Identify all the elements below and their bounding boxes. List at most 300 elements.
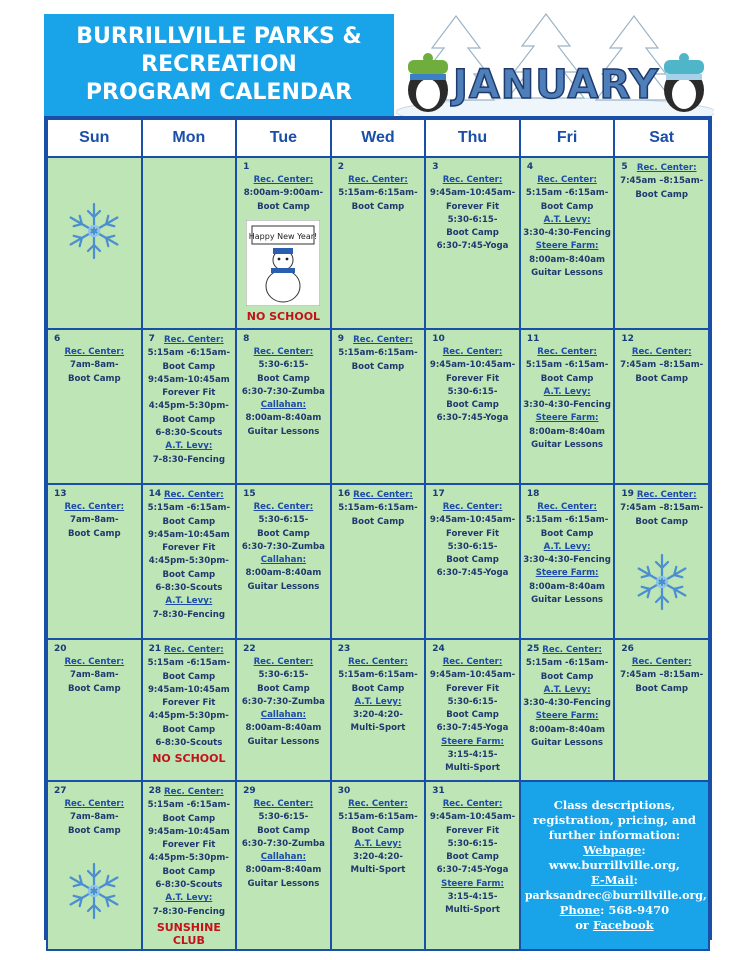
location-label: Rec. Center:: [353, 335, 413, 345]
title-line-2: RECREATION: [141, 52, 297, 77]
day-cell: [520, 484, 615, 639]
facebook-link[interactable]: Facebook: [592, 917, 654, 932]
schedule-line: 4:45pm-5:30pm-: [148, 711, 229, 722]
calendar-grid: [44, 116, 712, 947]
schedule-line: 5:15am -6:15am-: [147, 348, 231, 359]
week-row: [47, 781, 709, 950]
schedule-line: 6:30-7:45-Yoga: [436, 568, 509, 579]
schedule-line: Boot Camp: [162, 813, 216, 824]
day-number: 20: [54, 644, 67, 654]
location-label: Rec. Center:: [253, 502, 314, 512]
location-label: Rec. Center:: [164, 490, 224, 500]
location-label: Rec. Center:: [636, 163, 697, 173]
day-number: 18: [526, 489, 540, 499]
info-text: further information:: [548, 827, 681, 842]
day-cell: [520, 329, 615, 484]
day-cell: [142, 781, 237, 950]
location-label: Rec. Center:: [442, 175, 503, 185]
schedule-line: Guitar Lessons: [531, 268, 604, 279]
location-label: A.T. Levy:: [354, 696, 402, 707]
day-number: 27: [54, 786, 67, 796]
day-number: 19: [621, 489, 634, 499]
schedule-line: 7:45am –8:15am-: [620, 670, 704, 681]
schedule-line: 9:45am-10:45am: [147, 684, 230, 695]
location-label: Rec. Center:: [348, 657, 408, 667]
day-schedule: [617, 162, 706, 202]
schedule-line: Forever Fit: [162, 388, 216, 399]
day-schedule: [334, 656, 423, 736]
schedule-line: 9:45am-10:45am-: [429, 812, 516, 823]
webpage-url[interactable]: www.burrillville.org,: [548, 857, 680, 872]
day-cell: [47, 329, 142, 484]
location-label: Rec. Center:: [537, 347, 597, 357]
location-label: Steere Farm:: [535, 711, 599, 722]
phone-label: Phone: [559, 902, 601, 917]
schedule-line: 4:45pm-5:30pm-: [148, 556, 229, 567]
day-schedule: [145, 644, 234, 750]
schedule-line: 5:15am -6:15am-: [147, 800, 231, 811]
location-label: Steere Farm:: [535, 413, 599, 424]
schedule-line: Multi-Sport: [445, 905, 500, 916]
snowflake-icon: [631, 551, 693, 613]
schedule-line: 5:15am-6:15am-: [338, 503, 418, 514]
location-label: A.T. Levy:: [543, 386, 591, 397]
schedule-line: 6:30-7:45-Yoga: [436, 241, 509, 252]
day-number: 26: [621, 644, 634, 654]
location-label: Rec. Center:: [348, 175, 408, 185]
schedule-line: 6:30-7:45-Yoga: [436, 723, 509, 734]
day-number: 14: [148, 489, 162, 499]
schedule-line: 3:15-4:15-: [447, 892, 498, 903]
phone-row: Phone: 568-9470: [559, 902, 670, 917]
location-label: A.T. Levy:: [354, 838, 402, 849]
schedule-line: Boot Camp: [162, 361, 216, 372]
schedule-line: 6:30-7:30-Zumba: [241, 696, 325, 707]
schedule-line: Boot Camp: [635, 516, 689, 527]
schedule-line: 9:45am-10:45am: [147, 826, 230, 837]
day-number: 7: [148, 334, 155, 344]
day-schedule: [239, 174, 328, 214]
schedule-line: Boot Camp: [446, 555, 499, 566]
calendar-title: [44, 14, 394, 116]
schedule-line: Boot Camp: [351, 825, 405, 836]
day-schedule: [523, 346, 612, 452]
schedule-line: Boot Camp: [162, 569, 216, 580]
schedule-line: 4:45pm-5:30pm-: [148, 401, 229, 412]
day-cell: [331, 781, 426, 950]
schedule-line: Forever Fit: [162, 698, 216, 709]
day-cell: [142, 484, 237, 639]
schedule-line: Boot Camp: [257, 201, 310, 212]
day-cell: [614, 329, 709, 484]
day-number: 5: [621, 162, 628, 172]
schedule-line: Boot Camp: [540, 528, 594, 539]
day-schedule: [428, 501, 517, 581]
schedule-line: Boot Camp: [635, 373, 689, 384]
schedule-line: 5:15am -6:15am-: [525, 188, 609, 199]
schedule-line: 5:30-6:15-: [447, 541, 498, 552]
location-label: Steere Farm:: [441, 736, 504, 747]
location-label: A.T. Levy:: [165, 893, 213, 904]
week-row: [47, 329, 709, 484]
day-cell: [236, 157, 331, 329]
facebook-row: [525, 918, 704, 933]
schedule-line: Forever Fit: [445, 683, 500, 694]
schedule-line: Boot Camp: [446, 400, 499, 411]
location-label: Steere Farm:: [535, 241, 599, 252]
schedule-line: Forever Fit: [445, 825, 500, 836]
weekday-fri: Fri: [520, 119, 615, 157]
schedule-line: Boot Camp: [257, 825, 310, 836]
day-cell: [47, 157, 142, 329]
location-label: A.T. Levy:: [543, 214, 591, 225]
week-row: [47, 157, 709, 329]
day-cell: [331, 639, 426, 781]
location-label: Rec. Center:: [253, 657, 314, 667]
schedule-line: 7:45am –8:15am-: [620, 176, 704, 187]
schedule-line: 5:15am-6:15am-: [338, 812, 418, 823]
day-cell: [520, 639, 615, 781]
schedule-line: 5:15am -6:15am-: [525, 658, 609, 669]
day-schedule: [523, 644, 612, 750]
schedule-line: Boot Camp: [67, 528, 121, 539]
weekday-thu: Thu: [425, 119, 520, 157]
penguin-icon: [408, 53, 448, 112]
schedule-line: Guitar Lessons: [247, 878, 320, 889]
weekday-mon: Mon: [142, 119, 237, 157]
schedule-line: 9:45am-10:45am-: [429, 515, 516, 526]
day-schedule: [428, 798, 517, 918]
day-schedule: [523, 501, 612, 607]
day-schedule: [50, 346, 139, 386]
schedule-line: 8:00am-8:40am: [245, 413, 322, 424]
webpage-label[interactable]: Webpage: [583, 842, 642, 857]
location-label: A.T. Levy:: [543, 541, 591, 552]
schedule-line: Guitar Lessons: [531, 440, 604, 451]
schedule-line: 5:30-6:15-: [258, 360, 309, 371]
location-label: A.T. Levy:: [165, 596, 213, 607]
schedule-line: Boot Camp: [540, 201, 594, 212]
schedule-line: 9:45am-10:45am: [147, 374, 230, 385]
location-label: Callahan:: [260, 710, 307, 721]
schedule-line: 3:30-4:30-Fencing: [523, 400, 611, 411]
location-label: Rec. Center:: [636, 490, 697, 500]
day-cell: [614, 157, 709, 329]
info-text: registration, pricing, and: [532, 812, 696, 827]
schedule-line: 6:30-7:30-Zumba: [241, 838, 325, 849]
day-number: 8: [243, 334, 250, 344]
day-cell: [236, 484, 331, 639]
week-row: [47, 639, 709, 781]
day-number: 24: [432, 644, 445, 654]
location-label: Rec. Center:: [164, 335, 224, 345]
day-number: 3: [432, 162, 439, 172]
day-schedule: [523, 174, 612, 280]
day-number: 17: [432, 489, 445, 499]
day-number: 15: [243, 489, 256, 499]
day-cell: [47, 781, 142, 950]
day-schedule: [617, 346, 706, 386]
schedule-line: Boot Camp: [257, 528, 310, 539]
schedule-line: 6-8:30-Scouts: [155, 583, 223, 594]
schedule-line: 7:45am –8:15am-: [620, 360, 704, 371]
location-label: Callahan:: [260, 555, 307, 566]
schedule-line: 4:45pm-5:30pm-: [148, 853, 229, 864]
location-label: Rec. Center:: [164, 787, 224, 797]
day-number: 13: [54, 489, 67, 499]
day-number: 22: [243, 644, 256, 654]
location-label: A.T. Levy:: [543, 684, 591, 695]
schedule-line: 5:30-6:15-: [447, 696, 498, 707]
location-label: Rec. Center:: [253, 799, 314, 809]
day-schedule: [428, 346, 517, 426]
schedule-line: Forever Fit: [445, 373, 500, 384]
schedule-line: 5:15am -6:15am-: [525, 515, 609, 526]
day-cell: [47, 639, 142, 781]
location-label: Rec. Center:: [64, 657, 125, 667]
schedule-line: Multi-Sport: [350, 865, 406, 876]
schedule-line: Guitar Lessons: [531, 595, 604, 606]
day-cell: [236, 781, 331, 950]
day-schedule: [239, 798, 328, 891]
snowman-icon: [246, 220, 320, 306]
day-schedule: [145, 786, 234, 919]
day-cell: [236, 639, 331, 781]
day-cell: [614, 639, 709, 781]
location-label: Rec. Center:: [537, 502, 597, 512]
location-label: Rec. Center:: [442, 799, 503, 809]
day-number: 1: [243, 162, 250, 172]
day-number: 23: [337, 644, 351, 654]
day-schedule: [334, 798, 423, 878]
schedule-line: Boot Camp: [257, 683, 310, 694]
schedule-line: 9:45am-10:45am: [147, 529, 230, 540]
location-label: Callahan:: [260, 400, 307, 411]
day-number: 21: [148, 644, 162, 654]
schedule-line: Boot Camp: [162, 516, 216, 527]
location-label: Rec. Center:: [253, 347, 314, 357]
schedule-line: 8:00am-8:40am: [529, 426, 605, 437]
schedule-line: 9:45am-10:45am-: [429, 360, 516, 371]
day-schedule: [239, 501, 328, 594]
schedule-line: Boot Camp: [635, 683, 689, 694]
schedule-line: Boot Camp: [446, 710, 499, 721]
schedule-line: Forever Fit: [445, 201, 500, 212]
day-cell: [331, 329, 426, 484]
schedule-line: Boot Camp: [162, 724, 216, 735]
day-cell: [425, 157, 520, 329]
schedule-line: 5:30-6:15-: [258, 670, 309, 681]
or-text: or: [575, 917, 593, 932]
day-cell: [331, 484, 426, 639]
day-number: 29: [243, 786, 256, 796]
january-header-art: [396, 8, 714, 120]
schedule-line: 7-8:30-Fencing: [152, 906, 225, 917]
schedule-line: 5:15am -6:15am-: [525, 360, 609, 371]
schedule-line: 7am-8am-: [69, 515, 119, 526]
day-number: 25: [526, 644, 540, 654]
new-year-sign: Happy New Year!: [249, 231, 318, 241]
location-label: Rec. Center:: [64, 799, 125, 809]
day-cell: [520, 157, 615, 329]
day-number: 31: [432, 786, 445, 796]
day-cell: [47, 484, 142, 639]
day-cell: [142, 329, 237, 484]
schedule-line: Boot Camp: [540, 671, 594, 682]
schedule-line: 6:30-7:30-Zumba: [241, 541, 325, 552]
schedule-line: 7:45am –8:15am-: [620, 503, 704, 514]
location-label: Rec. Center:: [442, 502, 503, 512]
location-label: Rec. Center:: [64, 347, 125, 357]
weekday-tue: Tue: [236, 119, 331, 157]
schedule-line: 5:15am-6:15am-: [338, 670, 418, 681]
schedule-line: 5:15am -6:15am-: [147, 503, 231, 514]
location-label: Rec. Center:: [537, 175, 597, 185]
schedule-line: Guitar Lessons: [247, 426, 320, 437]
schedule-line: Boot Camp: [162, 866, 216, 877]
day-schedule: [239, 346, 328, 439]
webpage-row: Webpage:: [583, 842, 646, 857]
schedule-line: Forever Fit: [162, 840, 216, 851]
schedule-line: 5:15am-6:15am-: [338, 188, 418, 199]
day-schedule: [50, 501, 139, 541]
schedule-line: 5:15am-6:15am-: [338, 348, 418, 359]
schedule-line: 8:00am-8:40am: [529, 581, 605, 592]
location-label: Steere Farm:: [441, 878, 504, 889]
schedule-line: 7am-8am-: [69, 360, 119, 371]
penguin-icon: [664, 53, 704, 112]
day-number: 28: [148, 786, 162, 796]
location-label: Rec. Center:: [348, 799, 408, 809]
schedule-line: Multi-Sport: [445, 763, 500, 774]
day-schedule: [50, 656, 139, 696]
phone-number[interactable]: 568-9470: [608, 902, 670, 917]
schedule-line: Boot Camp: [351, 683, 405, 694]
schedule-line: 3:30-4:30-Fencing: [523, 228, 611, 239]
title-line-3: PROGRAM CALENDAR: [85, 80, 353, 105]
schedule-line: 6-8:30-Scouts: [155, 880, 223, 891]
day-cell: [614, 484, 709, 639]
schedule-line: 5:30-6:15-: [258, 515, 309, 526]
schedule-line: Boot Camp: [351, 201, 405, 212]
schedule-line: 7am-8am-: [69, 670, 119, 681]
day-number: 2: [337, 162, 344, 172]
schedule-line: Boot Camp: [635, 189, 689, 200]
schedule-line: Boot Camp: [351, 361, 405, 372]
schedule-line: 3:15-4:15-: [447, 750, 498, 761]
day-schedule: [428, 656, 517, 776]
weekday-wed: Wed: [331, 119, 426, 157]
day-schedule: [50, 798, 139, 838]
schedule-line: 7-8:30-Fencing: [152, 609, 225, 620]
schedule-line: 6-8:30-Scouts: [155, 738, 223, 749]
schedule-line: Boot Camp: [446, 228, 499, 239]
schedule-line: Boot Camp: [257, 373, 310, 384]
schedule-line: 7am-8am-: [69, 812, 119, 823]
location-label: Rec. Center:: [64, 502, 125, 512]
email-row: E-Mail:: [590, 872, 638, 887]
location-label: Callahan:: [260, 852, 307, 863]
day-note: SUNSHINE CLUB: [156, 920, 221, 947]
day-cell: [331, 157, 426, 329]
day-cell: [236, 329, 331, 484]
location-label: Rec. Center:: [164, 645, 224, 655]
location-label: Rec. Center:: [353, 490, 413, 500]
day-cell: [425, 639, 520, 781]
day-cell: [425, 781, 520, 950]
weekday-sun: Sun: [47, 119, 142, 157]
day-number: 11: [526, 334, 540, 344]
day-cell: [142, 157, 237, 329]
email-label[interactable]: E-Mail: [590, 872, 634, 887]
day-schedule: [334, 174, 423, 214]
schedule-line: Boot Camp: [67, 683, 121, 694]
schedule-line: 3:20-4:20-: [353, 710, 403, 721]
schedule-line: 6-8:30-Scouts: [155, 428, 223, 439]
calendar-body: [47, 157, 709, 950]
weekday-sat: Sat: [614, 119, 709, 157]
schedule-line: 8:00am-8:40am: [529, 724, 605, 735]
schedule-line: Multi-Sport: [350, 723, 406, 734]
location-label: Steere Farm:: [535, 568, 599, 579]
schedule-line: Guitar Lessons: [247, 581, 320, 592]
schedule-line: 5:30-6:15-: [258, 812, 309, 823]
weekday-header-row: [47, 119, 709, 157]
schedule-line: 3:20-4:20-: [353, 852, 403, 863]
schedule-line: 3:30-4:30-Fencing: [523, 555, 611, 566]
schedule-line: Boot Camp: [67, 825, 121, 836]
schedule-line: Boot Camp: [351, 516, 405, 527]
location-label: Rec. Center:: [542, 645, 602, 655]
day-number: 9: [337, 334, 344, 344]
day-schedule: [239, 656, 328, 749]
schedule-line: 8:00am-9:00am-: [243, 188, 324, 199]
schedule-line: Forever Fit: [445, 528, 500, 539]
location-label: Rec. Center:: [253, 175, 314, 185]
schedule-line: 9:45am-10:45am-: [429, 188, 516, 199]
day-schedule: [145, 489, 234, 622]
day-note: NO SCHOOL: [152, 752, 226, 766]
location-label: A.T. Levy:: [165, 441, 213, 452]
day-number: 6: [54, 334, 61, 344]
schedule-line: Boot Camp: [162, 414, 216, 425]
day-cell: [425, 484, 520, 639]
day-schedule: [145, 334, 234, 467]
schedule-line: 6:30-7:30-Zumba: [241, 386, 325, 397]
schedule-line: Guitar Lessons: [247, 736, 320, 747]
schedule-line: 9:45am-10:45am-: [429, 670, 516, 681]
schedule-line: 8:00am-8:40am: [245, 568, 322, 579]
day-schedule: [428, 174, 517, 254]
snowflake-icon: [63, 860, 125, 922]
schedule-line: 8:00am-8:40am: [245, 723, 322, 734]
title-line-1: BURRILLVILLE PARKS &: [76, 24, 362, 49]
schedule-line: 8:00am-8:40am: [529, 254, 605, 265]
schedule-line: Forever Fit: [162, 543, 216, 554]
schedule-line: Boot Camp: [162, 671, 216, 682]
schedule-line: Boot Camp: [446, 852, 499, 863]
location-label: Rec. Center:: [631, 657, 692, 667]
day-number: 30: [337, 786, 351, 796]
schedule-line: Boot Camp: [67, 373, 121, 384]
schedule-line: 5:15am -6:15am-: [147, 658, 231, 669]
location-label: Rec. Center:: [631, 347, 692, 357]
week-row: [47, 484, 709, 639]
email-address[interactable]: parksandrec@burrillville.org,: [524, 888, 707, 902]
day-number: 16: [337, 489, 351, 499]
schedule-line: Guitar Lessons: [531, 738, 604, 749]
day-number: 12: [621, 334, 634, 344]
